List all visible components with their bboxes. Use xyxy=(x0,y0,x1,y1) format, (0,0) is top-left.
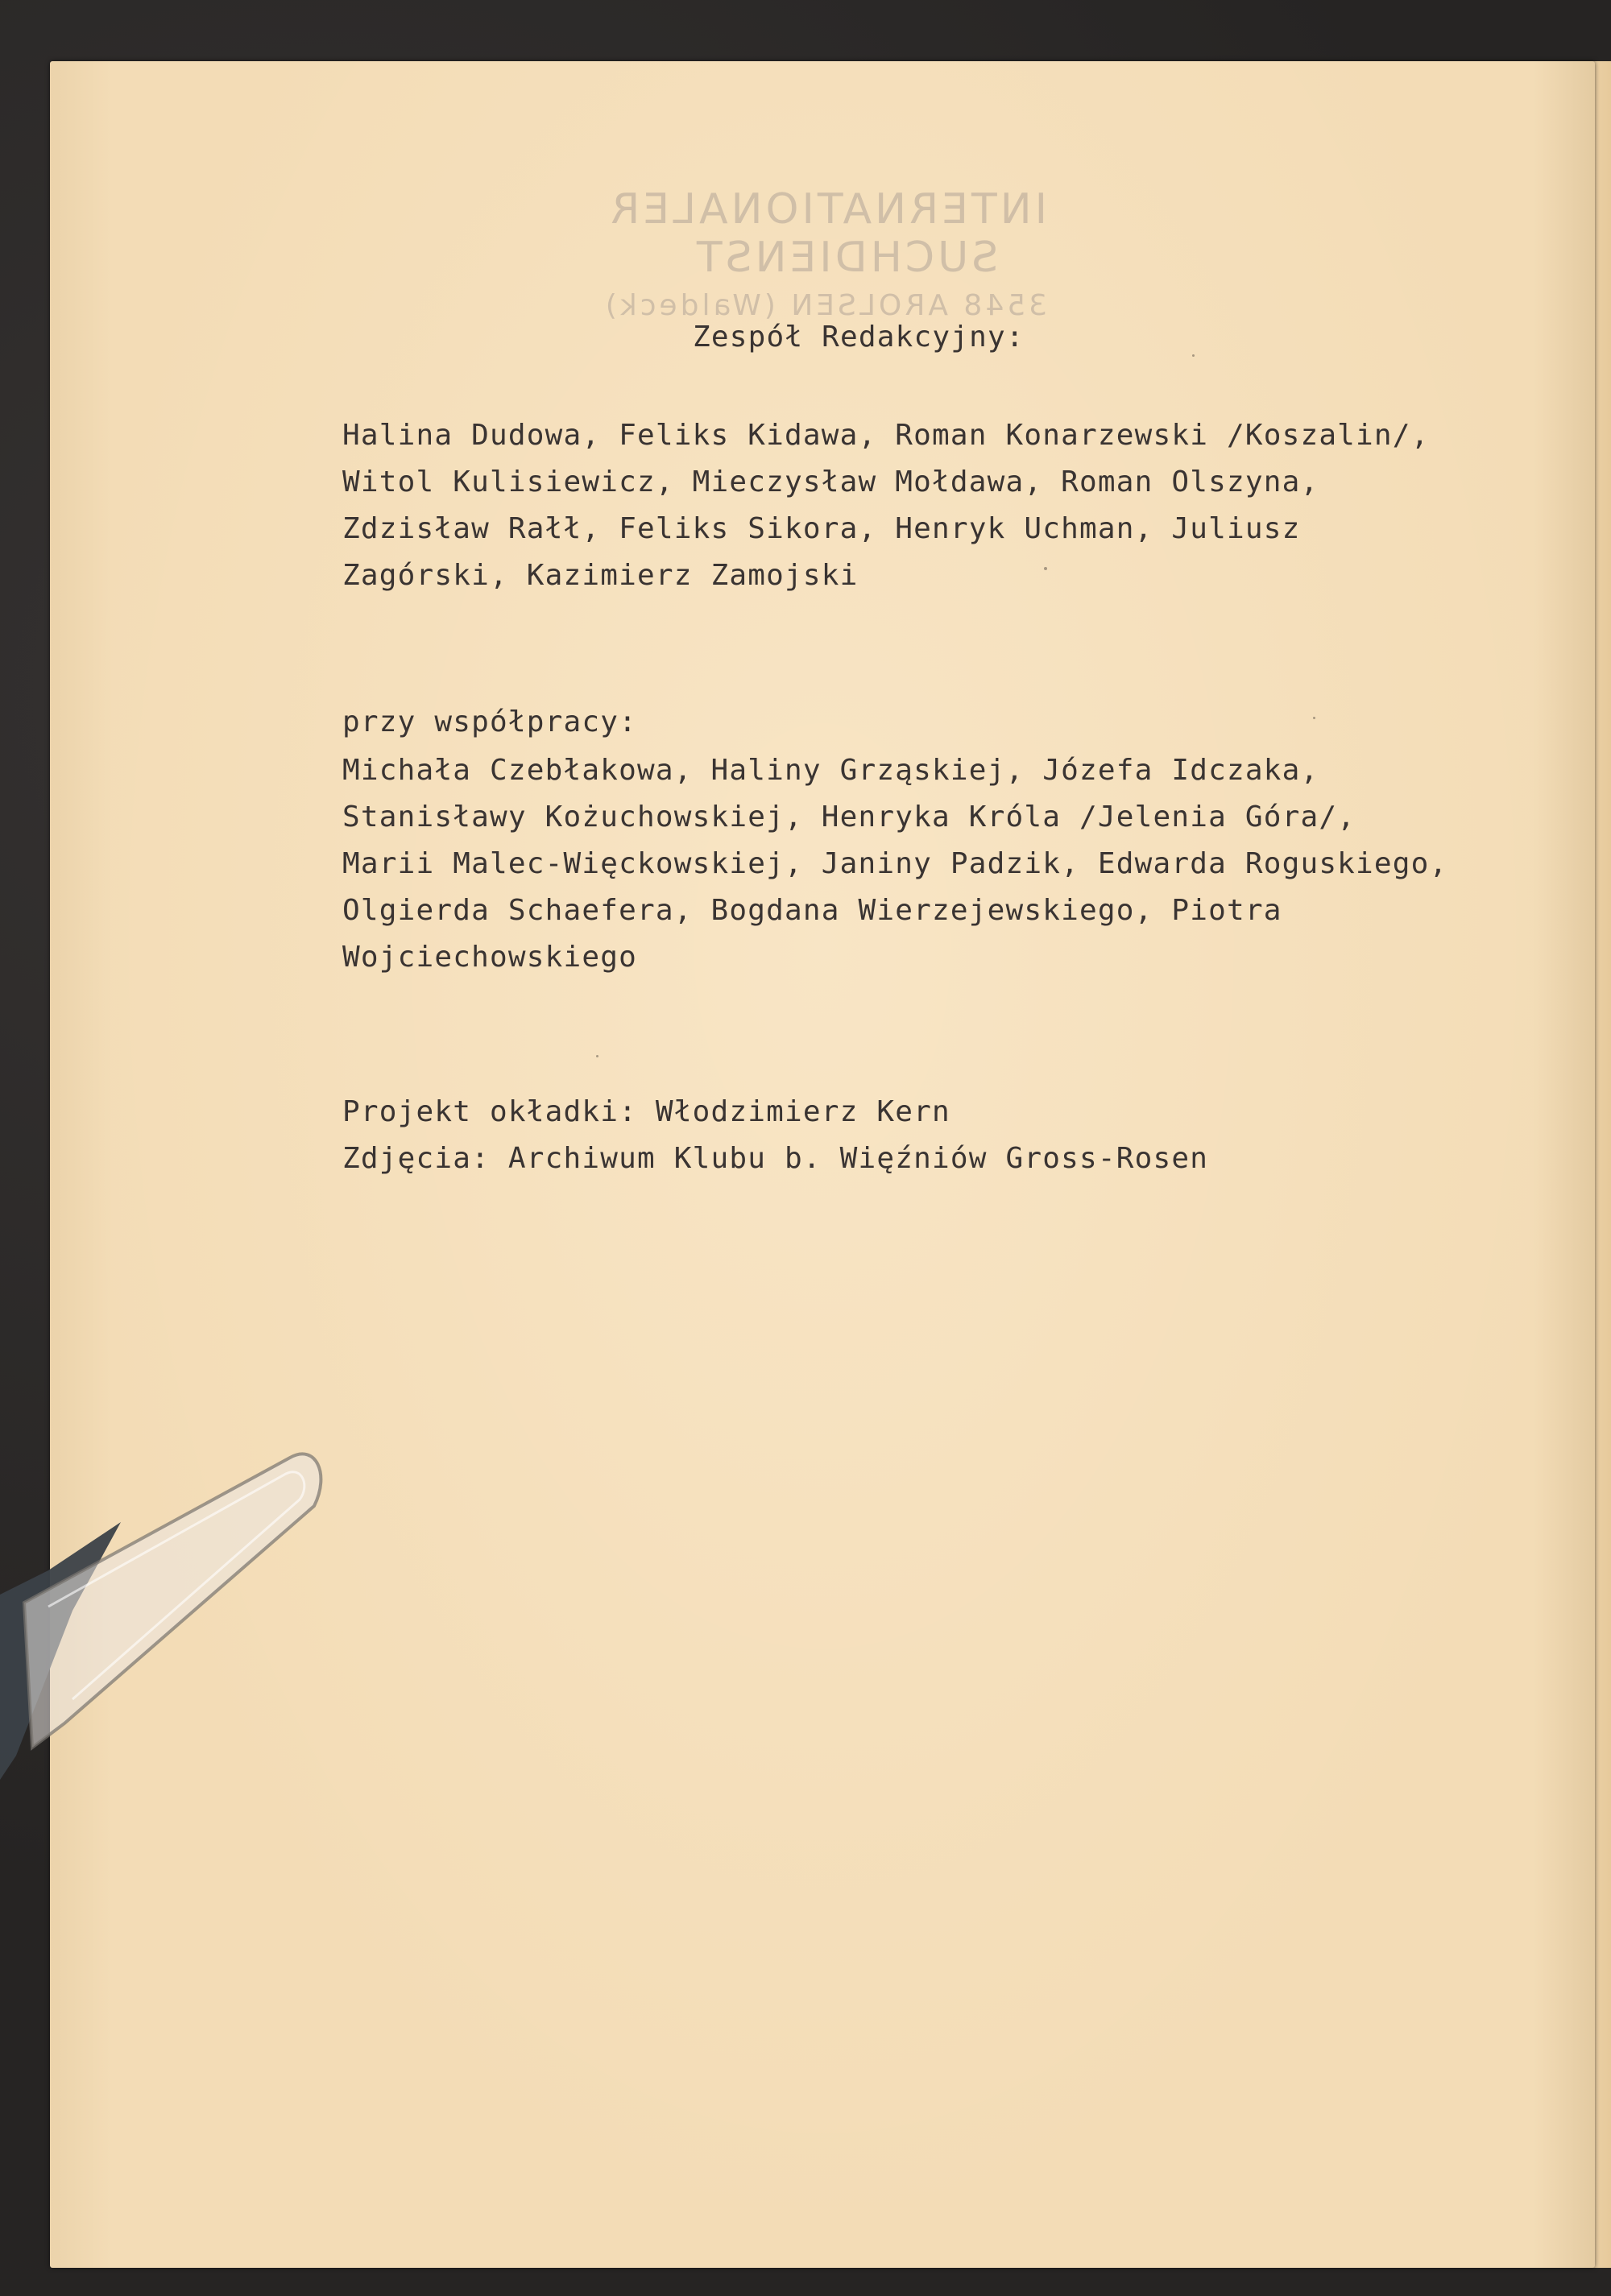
paper-speck xyxy=(1044,567,1047,570)
editorial-line: Halina Dudowa, Feliks Kidawa, Roman Konarzewski /Koszalin/, xyxy=(342,419,1430,452)
editorial-team-heading: Zespół Redakcyjny: xyxy=(693,321,1025,354)
editorial-line: Zdzisław Rałł, Feliks Sikora, Henryk Uchman, Juliusz xyxy=(342,512,1301,545)
paper-speck xyxy=(1313,717,1315,719)
cooperation-line: Stanisławy Kożuchowskiej, Henryka Króla /Jelenia Góra/, xyxy=(342,800,1356,834)
paper-speck xyxy=(596,1055,598,1057)
stamp-line: 3548 AROLSEN (Waldeck) xyxy=(602,289,1047,322)
cooperation-label: przy współpracy: xyxy=(342,705,637,738)
cooperation-section xyxy=(342,699,1447,981)
cooperation-line: Michała Czebłakowa, Haliny Grząskiej, Józefa Idczaka, xyxy=(342,754,1319,787)
cover-design-credit: Projekt okładki: Włodzimierz Kern xyxy=(342,1095,950,1128)
credits-section xyxy=(342,1089,1208,1182)
editorial-team-list xyxy=(342,412,1430,599)
cooperation-line: Olgierda Schaefera, Bogdana Wierzejewskiego, Piotra xyxy=(342,894,1282,927)
cooperation-line: Wojciechowskiego xyxy=(342,941,637,974)
stamp-line: SUCHDIENST xyxy=(693,234,999,282)
editorial-line: Zagórski, Kazimierz Zamojski xyxy=(342,559,859,592)
cooperation-line: Marii Malec-Więckowskiej, Janiny Padzik, Edwarda Roguskiego, xyxy=(342,847,1448,880)
paper-speck xyxy=(1192,354,1195,357)
stamp-line: INTERNATIONALER xyxy=(607,185,1047,234)
editorial-line: Witol Kulisiewicz, Mieczysław Mołdawa, Roman Olszyna, xyxy=(342,465,1319,499)
mirrored-stamp xyxy=(602,185,1047,330)
photos-credit: Zdjęcia: Archiwum Klubu b. Więźniów Gross-Rosen xyxy=(342,1142,1209,1175)
